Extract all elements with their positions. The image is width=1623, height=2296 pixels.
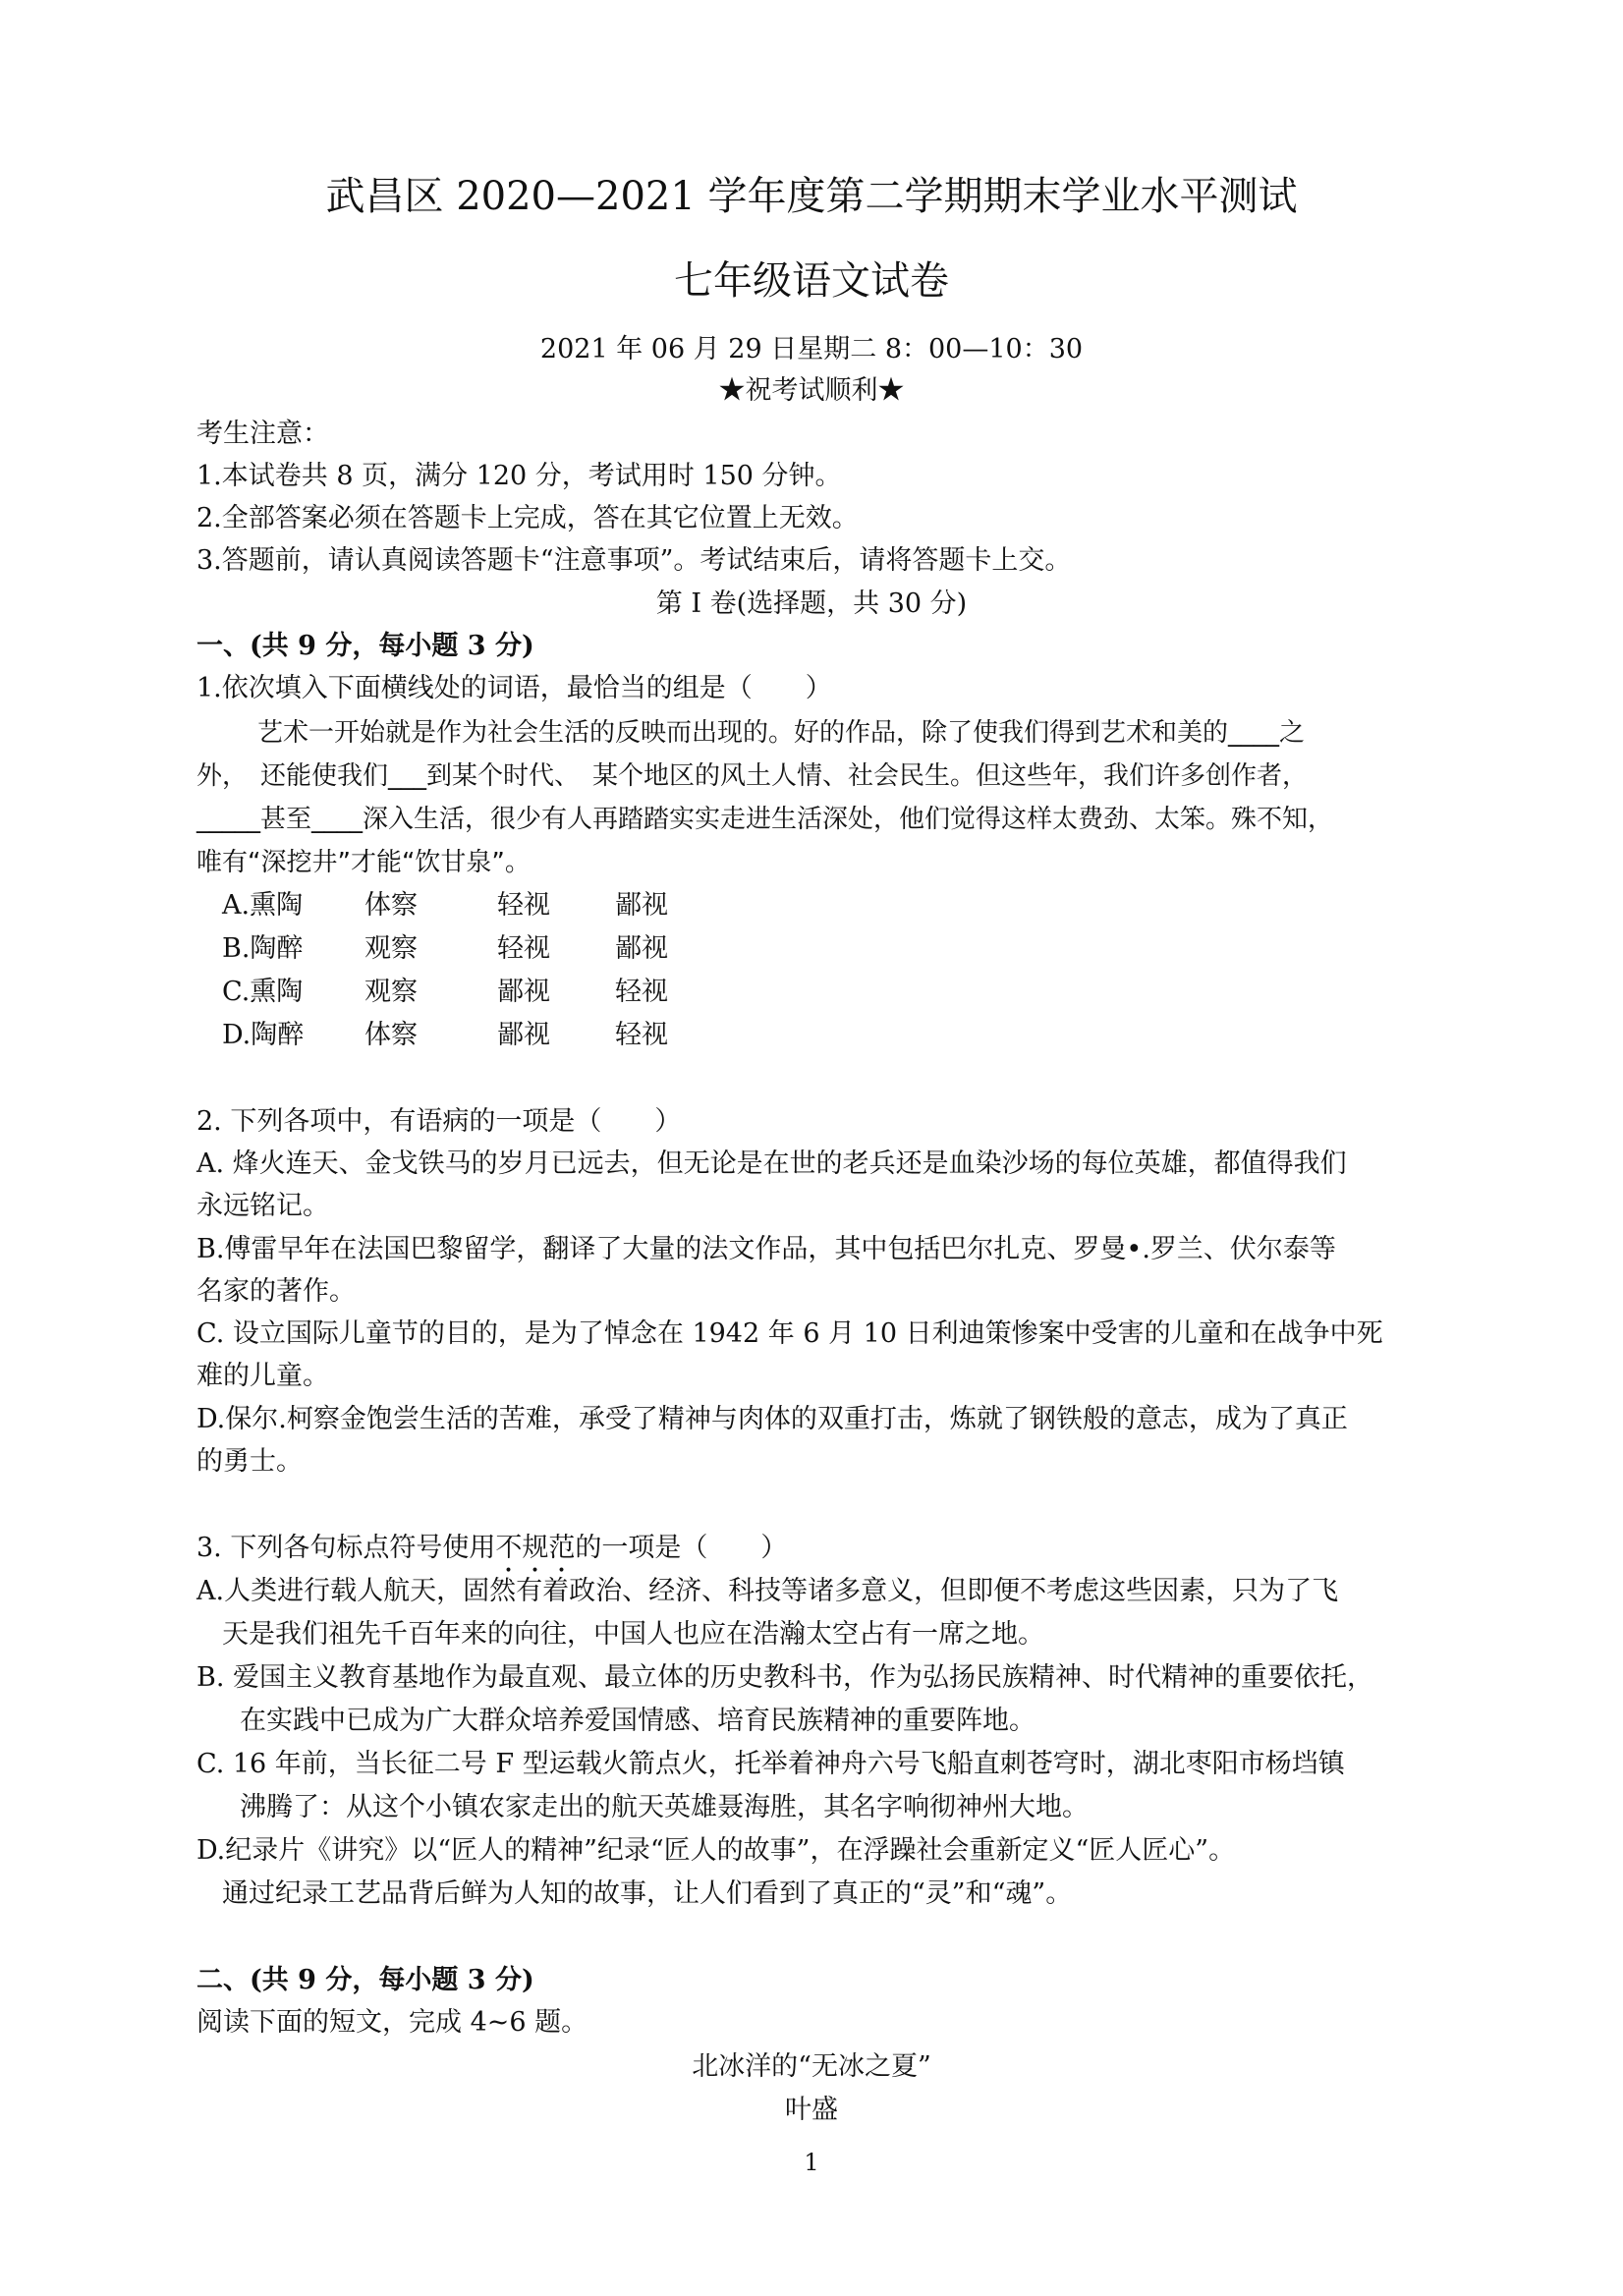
option-line: 的勇士。 <box>196 1446 303 1477</box>
option-line: B.傅雷早年在法国巴黎留学，翻译了大量的法文作品，其中包括巴尔扎克、罗曼•.罗兰、伏尔泰等 <box>196 1234 1336 1264</box>
exam-title: 武昌区 2020—2021 学年度第二学期期末学业水平测试 <box>325 174 1298 219</box>
option-line: 难的儿童。 <box>196 1361 329 1391</box>
option-line: 沸腾了：从这个小镇农家走出的航天英雄聂海胜，其名字响彻神州大地。 <box>240 1792 1089 1822</box>
notice-heading: 考生注意： <box>196 419 329 449</box>
option-c: C.熏陶 观察 鄙视 轻视 <box>222 977 668 1007</box>
option-line: C. 设立国际儿童节的目的，是为了悼念在 1942 年 6 月 10 日利迪策惨案中受害的儿童和在战争中死 <box>196 1318 1383 1349</box>
passage-line: _____甚至____深入生活，很少有人再踏踏实实走进生活深处，他们觉得这样太费劲、太笨。殊不知， <box>196 805 1334 834</box>
question-stem: 3. 下列各句标点符号使用不规范的一项是（ ） <box>196 1533 788 1563</box>
exam-wish: ★祝考试顺利★ <box>718 375 905 406</box>
passage-line: 唯有“深挖井”才能“饮甘泉”。 <box>196 848 531 877</box>
option-line: D.保尔.柯察金饱尝生活的苦难，承受了精神与肉体的双重打击，炼就了钢铁般的意志，成为了真正 <box>196 1404 1348 1434</box>
notice-item: 1.本试卷共 8 页，满分 120 分，考试用时 150 分钟。 <box>196 461 842 491</box>
exam-subtitle: 七年级语文试卷 <box>674 258 949 304</box>
option-d: D.陶醉 体察 鄙视 轻视 <box>222 1020 668 1050</box>
section-heading: 一、(共 9 分，每小题 3 分) <box>196 631 534 661</box>
article-title: 北冰洋的“无冰之夏” <box>692 2051 931 2082</box>
option-line: 在实践中已成为广大群众培养爱国情感、培育民族精神的重要阵地。 <box>240 1706 1035 1736</box>
option-line: 永远铭记。 <box>196 1191 329 1221</box>
notice-item: 3.答题前，请认真阅读答题卡“注意事项”。考试结束后，请将答题卡上交。 <box>196 545 1072 576</box>
volume-title: 第 I 卷(选择题，共 30 分) <box>655 588 968 619</box>
option-b: B.陶醉 观察 轻视 鄙视 <box>222 933 668 964</box>
option-line: D.纪录片《讲究》以“匠人的精神”纪录“匠人的故事”，在浮躁社会重新定义“匠人匠心”。 <box>196 1835 1236 1866</box>
option-line: C. 16 年前，当长征二号 F 型运载火箭点火，托举着神舟六号飞船直刺苍穹时，湖北枣阳市杨垱镇 <box>196 1749 1345 1779</box>
option-line: 名家的著作。 <box>196 1276 356 1307</box>
exam-datetime: 2021 年 06 月 29 日星期二 8：00—10：30 <box>539 334 1084 364</box>
option-line: A.人类进行载人航天，固然有着政治、经济、科技等诸多意义，但即便不考虑这些因素，只为了飞 <box>196 1576 1339 1606</box>
option-a: A.熏陶 体察 轻视 鄙视 <box>222 890 668 921</box>
passage-line: 艺术一开始就是作为社会生活的反映而出现的。好的作品，除了使我们得到艺术和美的____之 <box>257 718 1306 748</box>
passage-line: 外， 还能使我们___到某个时代、 某个地区的风土人情、社会民生。但这些年，我们许多创作者， <box>196 761 1309 791</box>
option-line: A. 烽火连天、金戈铁马的岁月已远去，但无论是在世的老兵还是血染沙场的每位英雄，都值得我们 <box>196 1148 1347 1179</box>
option-line: 天是我们祖先千百年来的向往，中国人也应在浩瀚太空占有一席之地。 <box>222 1619 1044 1650</box>
question-stem: 1.依次填入下面横线处的词语，最恰当的组是（ ） <box>196 673 832 703</box>
notice-item: 2.全部答案必须在答题卡上完成，答在其它位置上无效。 <box>196 503 859 533</box>
article-author: 叶盛 <box>785 2095 838 2125</box>
section-heading: 二、(共 9 分，每小题 3 分) <box>196 1965 534 1995</box>
section-intro: 阅读下面的短文，完成 4~6 题。 <box>196 2007 588 2038</box>
emphasis-dotted-text: 不规范 <box>495 1533 576 1563</box>
page-number: 1 <box>804 2149 819 2176</box>
option-line: 通过纪录工艺品背后鲜为人知的故事，让人们看到了真正的“灵”和“魂”。 <box>222 1878 1073 1909</box>
option-line: B. 爱国主义教育基地作为最直观、最立体的历史教科书，作为弘扬民族精神、时代精神的重要依托， <box>196 1662 1374 1693</box>
question-stem: 2. 下列各项中，有语病的一项是（ ） <box>196 1106 682 1137</box>
